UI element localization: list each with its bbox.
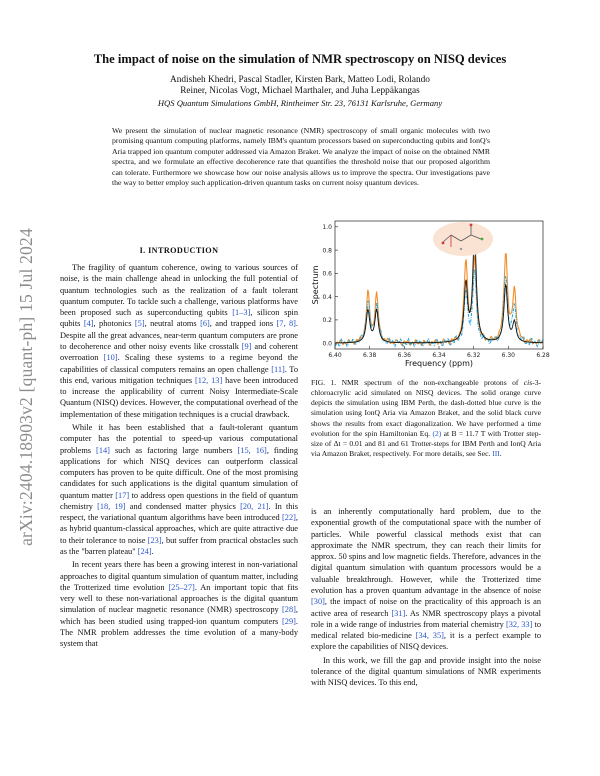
atom-hydrogen-icon (460, 248, 462, 250)
x-tick-label: 6.28 (536, 352, 550, 359)
citation-link[interactable]: [29] (282, 616, 296, 626)
citation-link[interactable]: [5] (134, 319, 145, 329)
author-line-1: Andisheh Khedri, Pascal Stadler, Kirsten Bark, Matteo Lodi, Rolando (170, 75, 430, 85)
citation-link[interactable]: [28] (282, 605, 296, 615)
y-tick-label: 0.2 (322, 317, 332, 325)
x-axis-label: Frequency (ppm) (404, 359, 474, 368)
paragraph: In this work, we fill the gap and provide insight into the noise tolerance of the digital quantum simulations of NMR experiments with NISQ devices. To this end, (311, 655, 541, 688)
figure-caption: FIG. 1. NMR spectrum of the non-exchangeable protons of cis-3-chloroacrylic acid simulated on NISQ devices. The solid orange curve depicts the simulation using IBM Perth, the dash-dotted blue curve is the simulation using IonQ Aria via Amazon Braket, and the solid black curve shows the results from exact diagonalization. We have performed a time evolution for the spin Hamiltonian Eq. (2) at B = 11.7 T with Trotter step-size of Δt = 0.01 and 81 and 61 Trotter-steps for IBM Perth and IonQ Aria via Amazon Braket, respectively. For more details, see Sec. III. (311, 378, 541, 459)
citation-link[interactable]: [10] (103, 353, 118, 363)
citation-link[interactable]: [15, 16] (237, 445, 267, 455)
y-tick-label: 0.0 (322, 340, 332, 348)
citation-link[interactable]: [11] (271, 364, 285, 374)
molecule-inset-background (433, 222, 493, 256)
citation-link[interactable]: [17] (115, 490, 130, 500)
citation-link[interactable]: [4] (83, 319, 94, 329)
y-tick-label: 0.4 (322, 293, 332, 301)
citation-link[interactable]: [14] (96, 445, 110, 455)
molecule-inset (433, 222, 493, 256)
atom-oxygen-icon (470, 224, 473, 227)
arxiv-identifier: arXiv:2404.18903v2 [quant-ph] 15 Jul 2024 (16, 228, 36, 546)
citation-link[interactable]: [6] (200, 319, 210, 329)
citation-link[interactable]: [30] (311, 597, 325, 607)
section-heading-introduction: I. INTRODUCTION (139, 246, 219, 255)
affiliation: HQS Quantum Simulations GmbH, Rintheimer Str. 23, 76131 Karlsruhe, Germany (157, 98, 443, 108)
left-column (60, 262, 298, 650)
section-link[interactable]: III (492, 449, 500, 459)
citation-link[interactable]: [31] (391, 608, 406, 618)
series-line-ibm-perth (335, 254, 543, 346)
x-tick-label: 6.32 (466, 352, 481, 359)
citation-link[interactable]: [18, 19] (97, 501, 126, 511)
citation-link[interactable]: [1–3] (232, 308, 251, 318)
y-tick-label: 0.6 (322, 270, 332, 278)
paragraph: The fragility of quantum coherence, owing to various sources of noise, is the main challenge ahead in unlocking the full potential of quantum technologies such as the realization of a fault tolerant quantum computer. To tackle such a challenge, various platforms have been proposed such as superconducting qubits [1–3], silicon spin qubits [4], photonics [5], neutral atoms [6], and trapped ions [7, 8]. Despite all the great advances, near-term quantum computers are prone to decoherence and other noisy events like crosstalk [9] and coherent overroation [10]. Scaling these systems to a regime beyond the capabilities of classical computers remains an open challenge [11]. To this end, various mitigation techniques [12, 13] have been introduced to increase the applicability of current Noisy Intermediate-Scale Quantum (NISQ) devices. However, the computational overhead of the implementation of these mitigation techniques is a crucial drawback. (60, 263, 299, 419)
citation-link[interactable]: [22] (282, 513, 296, 523)
citation-link[interactable]: [24] (137, 547, 152, 557)
x-tick-label: 6.40 (328, 352, 342, 359)
citation-link[interactable]: [34, 35] (415, 631, 444, 641)
citation-link[interactable]: [32, 33] (505, 619, 533, 629)
citation-link[interactable]: [12, 13] (195, 375, 223, 385)
y-tick-label: 0.8 (322, 247, 332, 255)
citation-link[interactable]: [23] (147, 535, 162, 545)
y-tick-label: 1.0 (322, 224, 332, 232)
x-tick-label: 6.30 (501, 352, 516, 359)
x-tick-label: 6.38 (362, 352, 377, 359)
equation-link[interactable]: (2) (432, 428, 442, 438)
paper-title: The impact of noise on the simulation of NMR spectroscopy on NISQ devices (93, 52, 507, 66)
atom-chlorine-icon (481, 238, 484, 241)
y-axis-label: Spectrum (311, 265, 320, 305)
abstract: We present the simulation of nuclear magnetic resonance (NMR) spectroscopy of small organic molecules with two promising quantum computing platforms, namely IBM's quantum processors based on superconducting qubits and IonQ's Aria trapped ion quantum computer addressed via Amazon Braket. We analyze the impact of noise on the obtained NMR spectra, and we formulate an effective decoherence rate that quantifies the threshold noise that our proposed algorithm can tolerate. Furthermore we showcase how our noise analysis allows us to improve the spectra. Our investigations pave the way to better employ such application-driven quantum tasks on current noisy quantum devices. (112, 126, 490, 188)
citation-link[interactable]: [7, 8] (276, 319, 296, 329)
nmr-spectrum-chart (311, 217, 548, 367)
author-list (80, 75, 520, 97)
paragraph: In recent years there has been a growing interest in non-variational approaches to digital quantum simulation of quantum matter, including the Trotterized time evolution [25–27]. An important topic that fits very well to these non-variational approaches is the digital quantum simulation of nuclear magnetic resonance (NMR) spectroscopy [28], which has been studied using trapped-ion quantum computers [29]. The NMR problem addresses the time evolution of a many-body system that (60, 560, 298, 649)
right-column (311, 506, 541, 689)
author-line-2: Reiner, Nicolas Vogt, Michael Marthaler, and Juha Leppäkangas (180, 86, 420, 96)
atom-oxygen-icon (442, 242, 445, 245)
paragraph: is an inherently computationally hard problem, due to the exponential growth of the computational space with the number of particles. While powerful classical methods exist that can approximate the NMR spectrum, they can reach their limits for approx. 50 spins and low magnetic fields. Therefore, advances in the digital quantum simulation with quantum processors would be a valuable breakthrough. However, while the Trotterized time evolution has a proven quantum advantage in the absence of noise [30], the impact of noise on the practicality of this approach is an active area of research [31]. As NMR spectroscopy plays a pivotal role in a wide range of industries from material chemistry [32, 33] to medical related bio-medicine [34, 35], it is a perfect example to explore the capabilities of NISQ devices. (311, 507, 542, 652)
citation-link[interactable]: [20, 21] (240, 501, 269, 511)
paragraph: While it has been established that a fault-tolerant quantum computer has the potential to speed-up various computational problems [14] such as factoring large numbers [15, 16], finding applications for which NISQ devices can outperform classical computers has proven to be quite difficult. One of the most promising candidates for such applications is the digital quantum simulation of quantum matter [17] to address open questions in the field of quantum chemistry [18, 19] and condensed matter physics [20, 21]. In this respect, the variational quantum algorithms have been introduced [22], as hybrid quantum-classical approaches, which are quite attractive due to their tolerance to noise [23], but suffer from practical obstacles such as the "barren plateau" [24]. (60, 422, 299, 557)
x-tick-label: 6.36 (397, 352, 412, 359)
x-tick-label: 6.34 (432, 352, 446, 359)
citation-link[interactable]: [25–27] (168, 582, 195, 592)
citation-link[interactable]: [9] (241, 341, 252, 351)
